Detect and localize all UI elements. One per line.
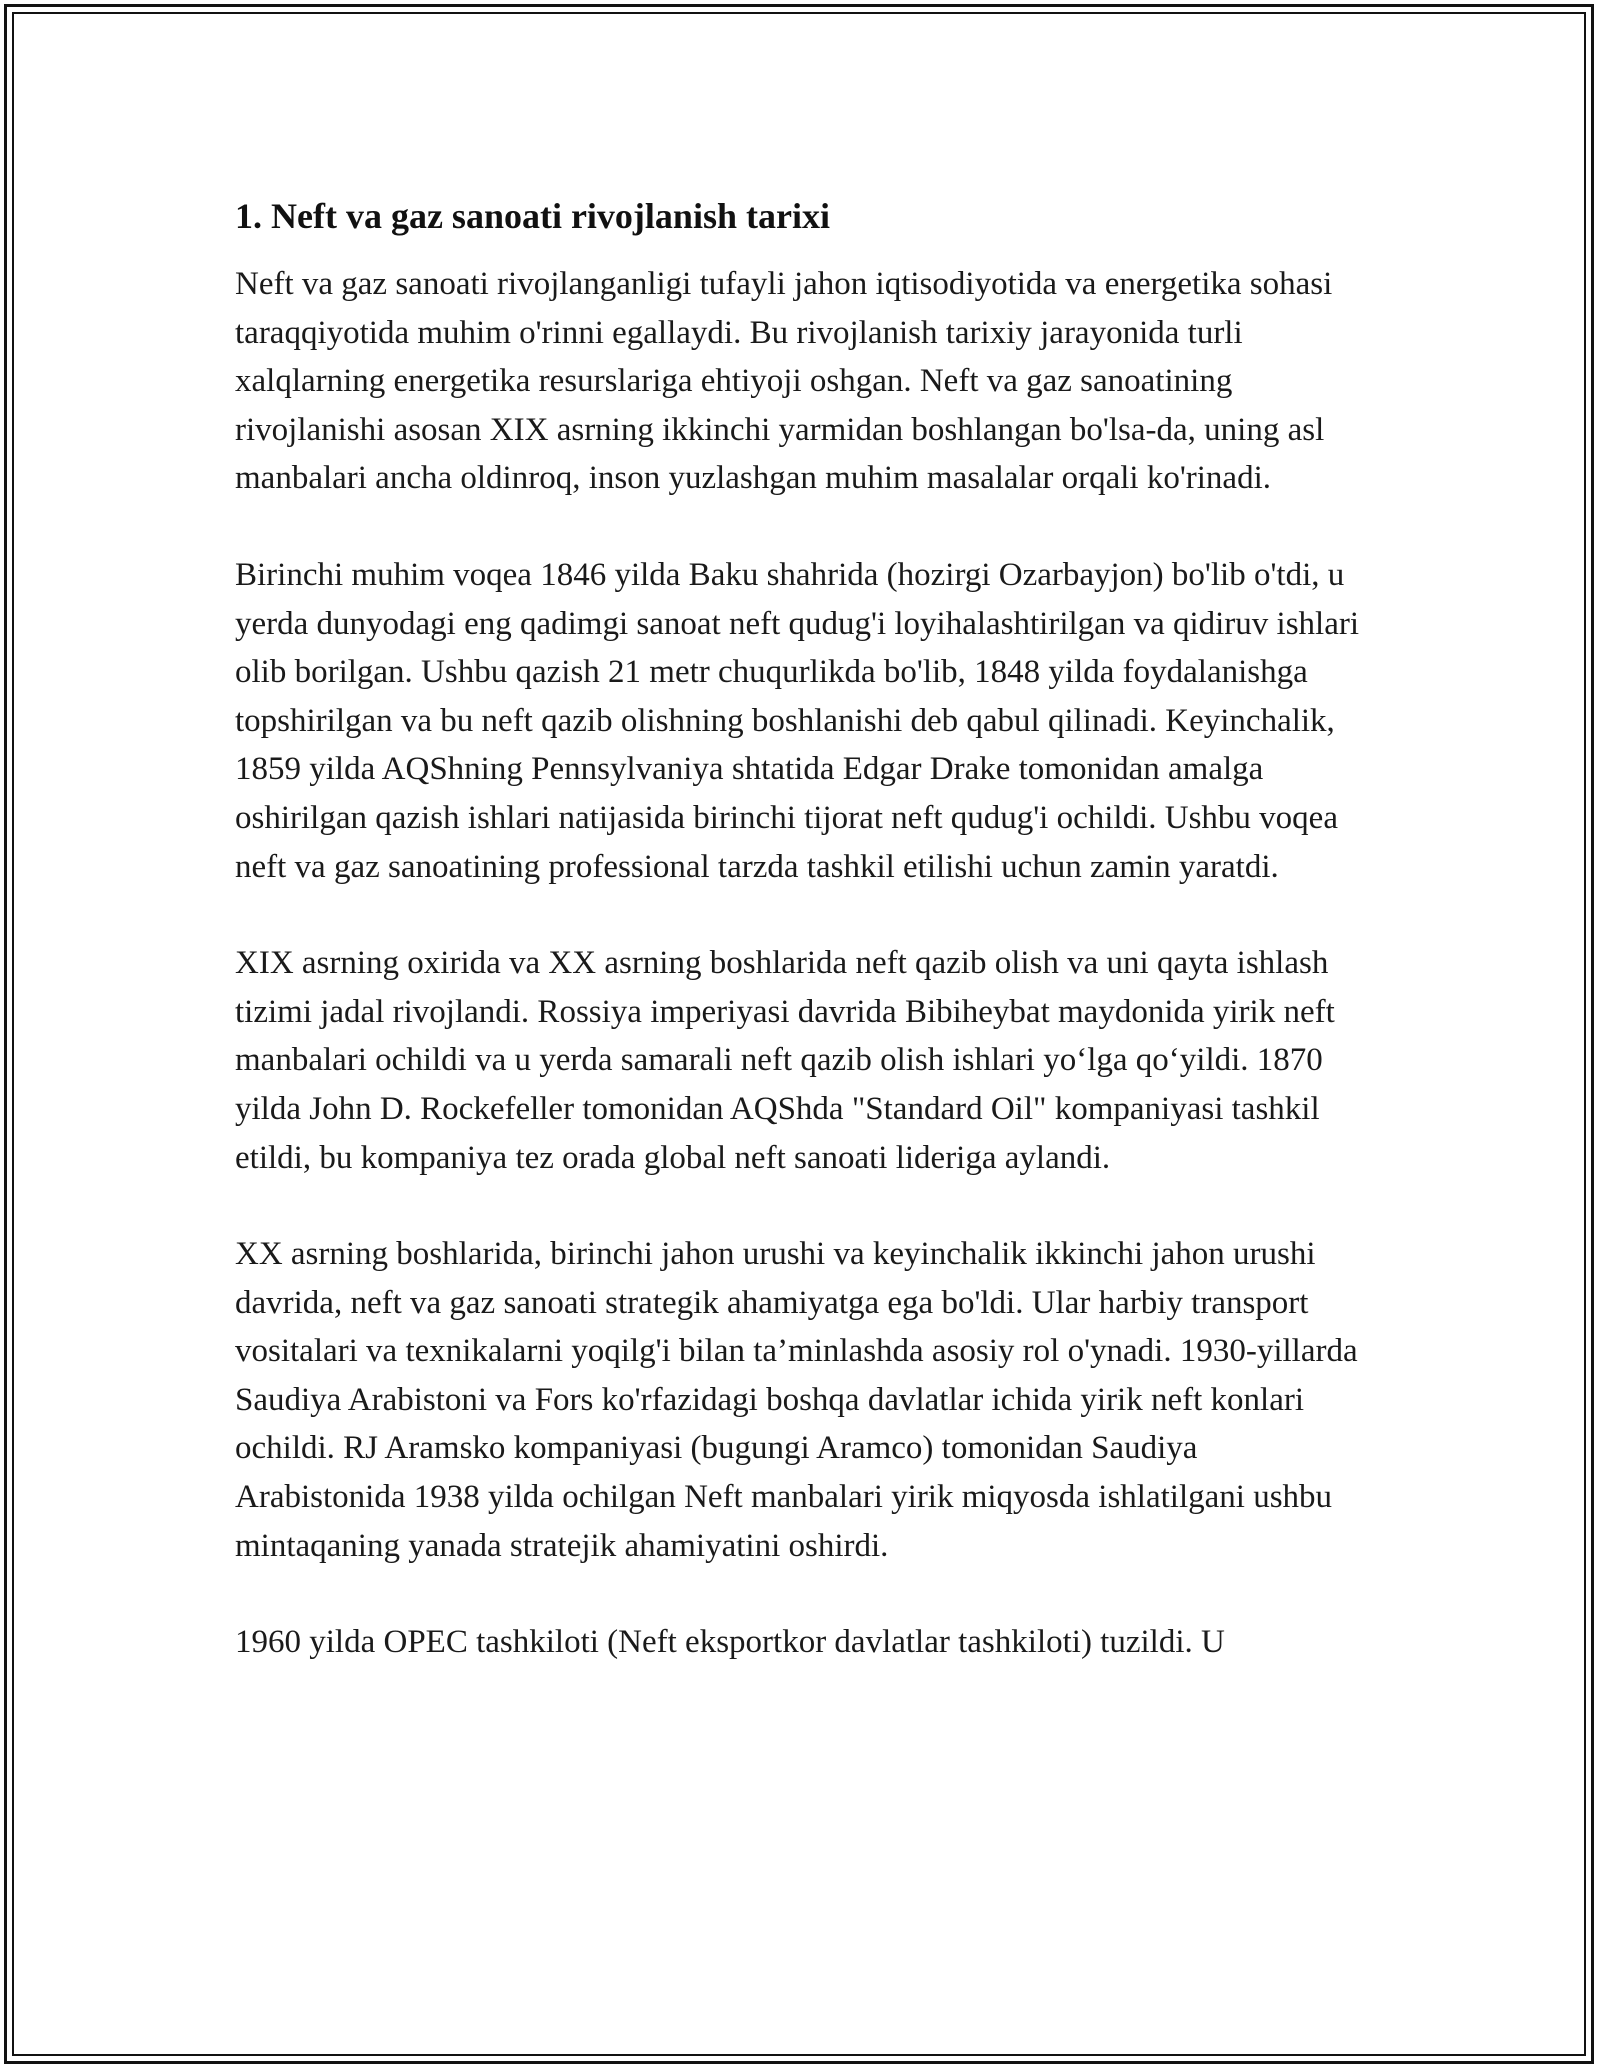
paragraph-opec: 1960 yilda OPEC tashkiloti (Neft eksportkor davlatlar tashkiloti) tuzildi. U [235,1624,1225,1661]
paragraph-baku-pennsylvania: Birinchi muhim voqea 1846 yilda Baku shahrida (hozirgi Ozarbayjon) bo'lib o'tdi, u yerda dunyodagi eng qadimgi sanoat neft qudug'i loyihalashtirilgan va qidiruv ishlari olib borilgan. Ushbu qazish 21 metr chuqurlikda bo'lib, 1848 yilda foydalanishga topshirilgan va bu neft qazib olishning boshlanishi deb qabul qilinadi. Keyinchalik, 1859 yilda AQShning Pennsylvaniya shtatida Edgar Drake tomonidan amalga oshirilgan qazish ishlari natijasida birinchi tijorat neft qudug'i ochildi. Ushbu voqea neft va gaz sanoatining professional tarzda tashkil etilishi uchun zamin yaratdi. [235,556,1360,885]
document-body [235,188,1365,1667]
paragraph-19th-20th-century: XIX asrning oxirida va XX asrning boshlarida neft qazib olish va uni qayta ishlash tizimi jadal rivojlandi. Rossiya imperiyasi davrida Bibiheybat maydonida yirik neft manbalari ochildi va u yerda samarali neft qazib olish ishlari yo‘lga qo‘yildi. 1870 yilda John D. Rockefeller tomonidan AQShda "Standard Oil" kompaniyasi tashkil etildi, bu kompaniya tez orada global neft sanoati lideriga aylandi. [235,945,1335,1176]
section-heading: 1. Neft va gaz sanoati rivojlanish tarixi [235,196,830,236]
paragraph-intro: Neft va gaz sanoati rivojlanganligi tufayli jahon iqtisodiyotida va energetika sohasi taraqqiyotida muhim o'rinni egallaydi. Bu rivojlanish tarixiy jarayonida turli xalqlarning energetika resurslariga ehtiyoji oshgan. Neft va gaz sanoatining rivojlanishi asosan XIX asrning ikkinchi yarmidan boshlangan bo'lsa-da, uning asl manbalari ancha oldinroq, inson yuzlashgan muhim masalalar orqali ko'rinadi. [235,266,1333,497]
paragraph-world-wars: XX asrning boshlarida, birinchi jahon urushi va keyinchalik ikkinchi jahon urushi davrida, neft va gaz sanoati strategik ahamiyatga ega bo'ldi. Ular harbiy transport vositalari va texnikalarni yoqilg'i bilan ta’minlashda asosiy rol o'ynadi. 1930-yillarda Saudiya Arabistoni va Fors ko'rfazidagi boshqa davlatlar ichida yirik neft konlari ochildi. RJ Aramsko kompaniyasi (bugungi Aramco) tomonidan Saudiya Arabistonida 1938 yilda ochilgan Neft manbalari yirik miqyosda ishlatilgani ushbu mintaqaning yanada stratejik ahamiyatini oshirdi. [235,1236,1358,1564]
